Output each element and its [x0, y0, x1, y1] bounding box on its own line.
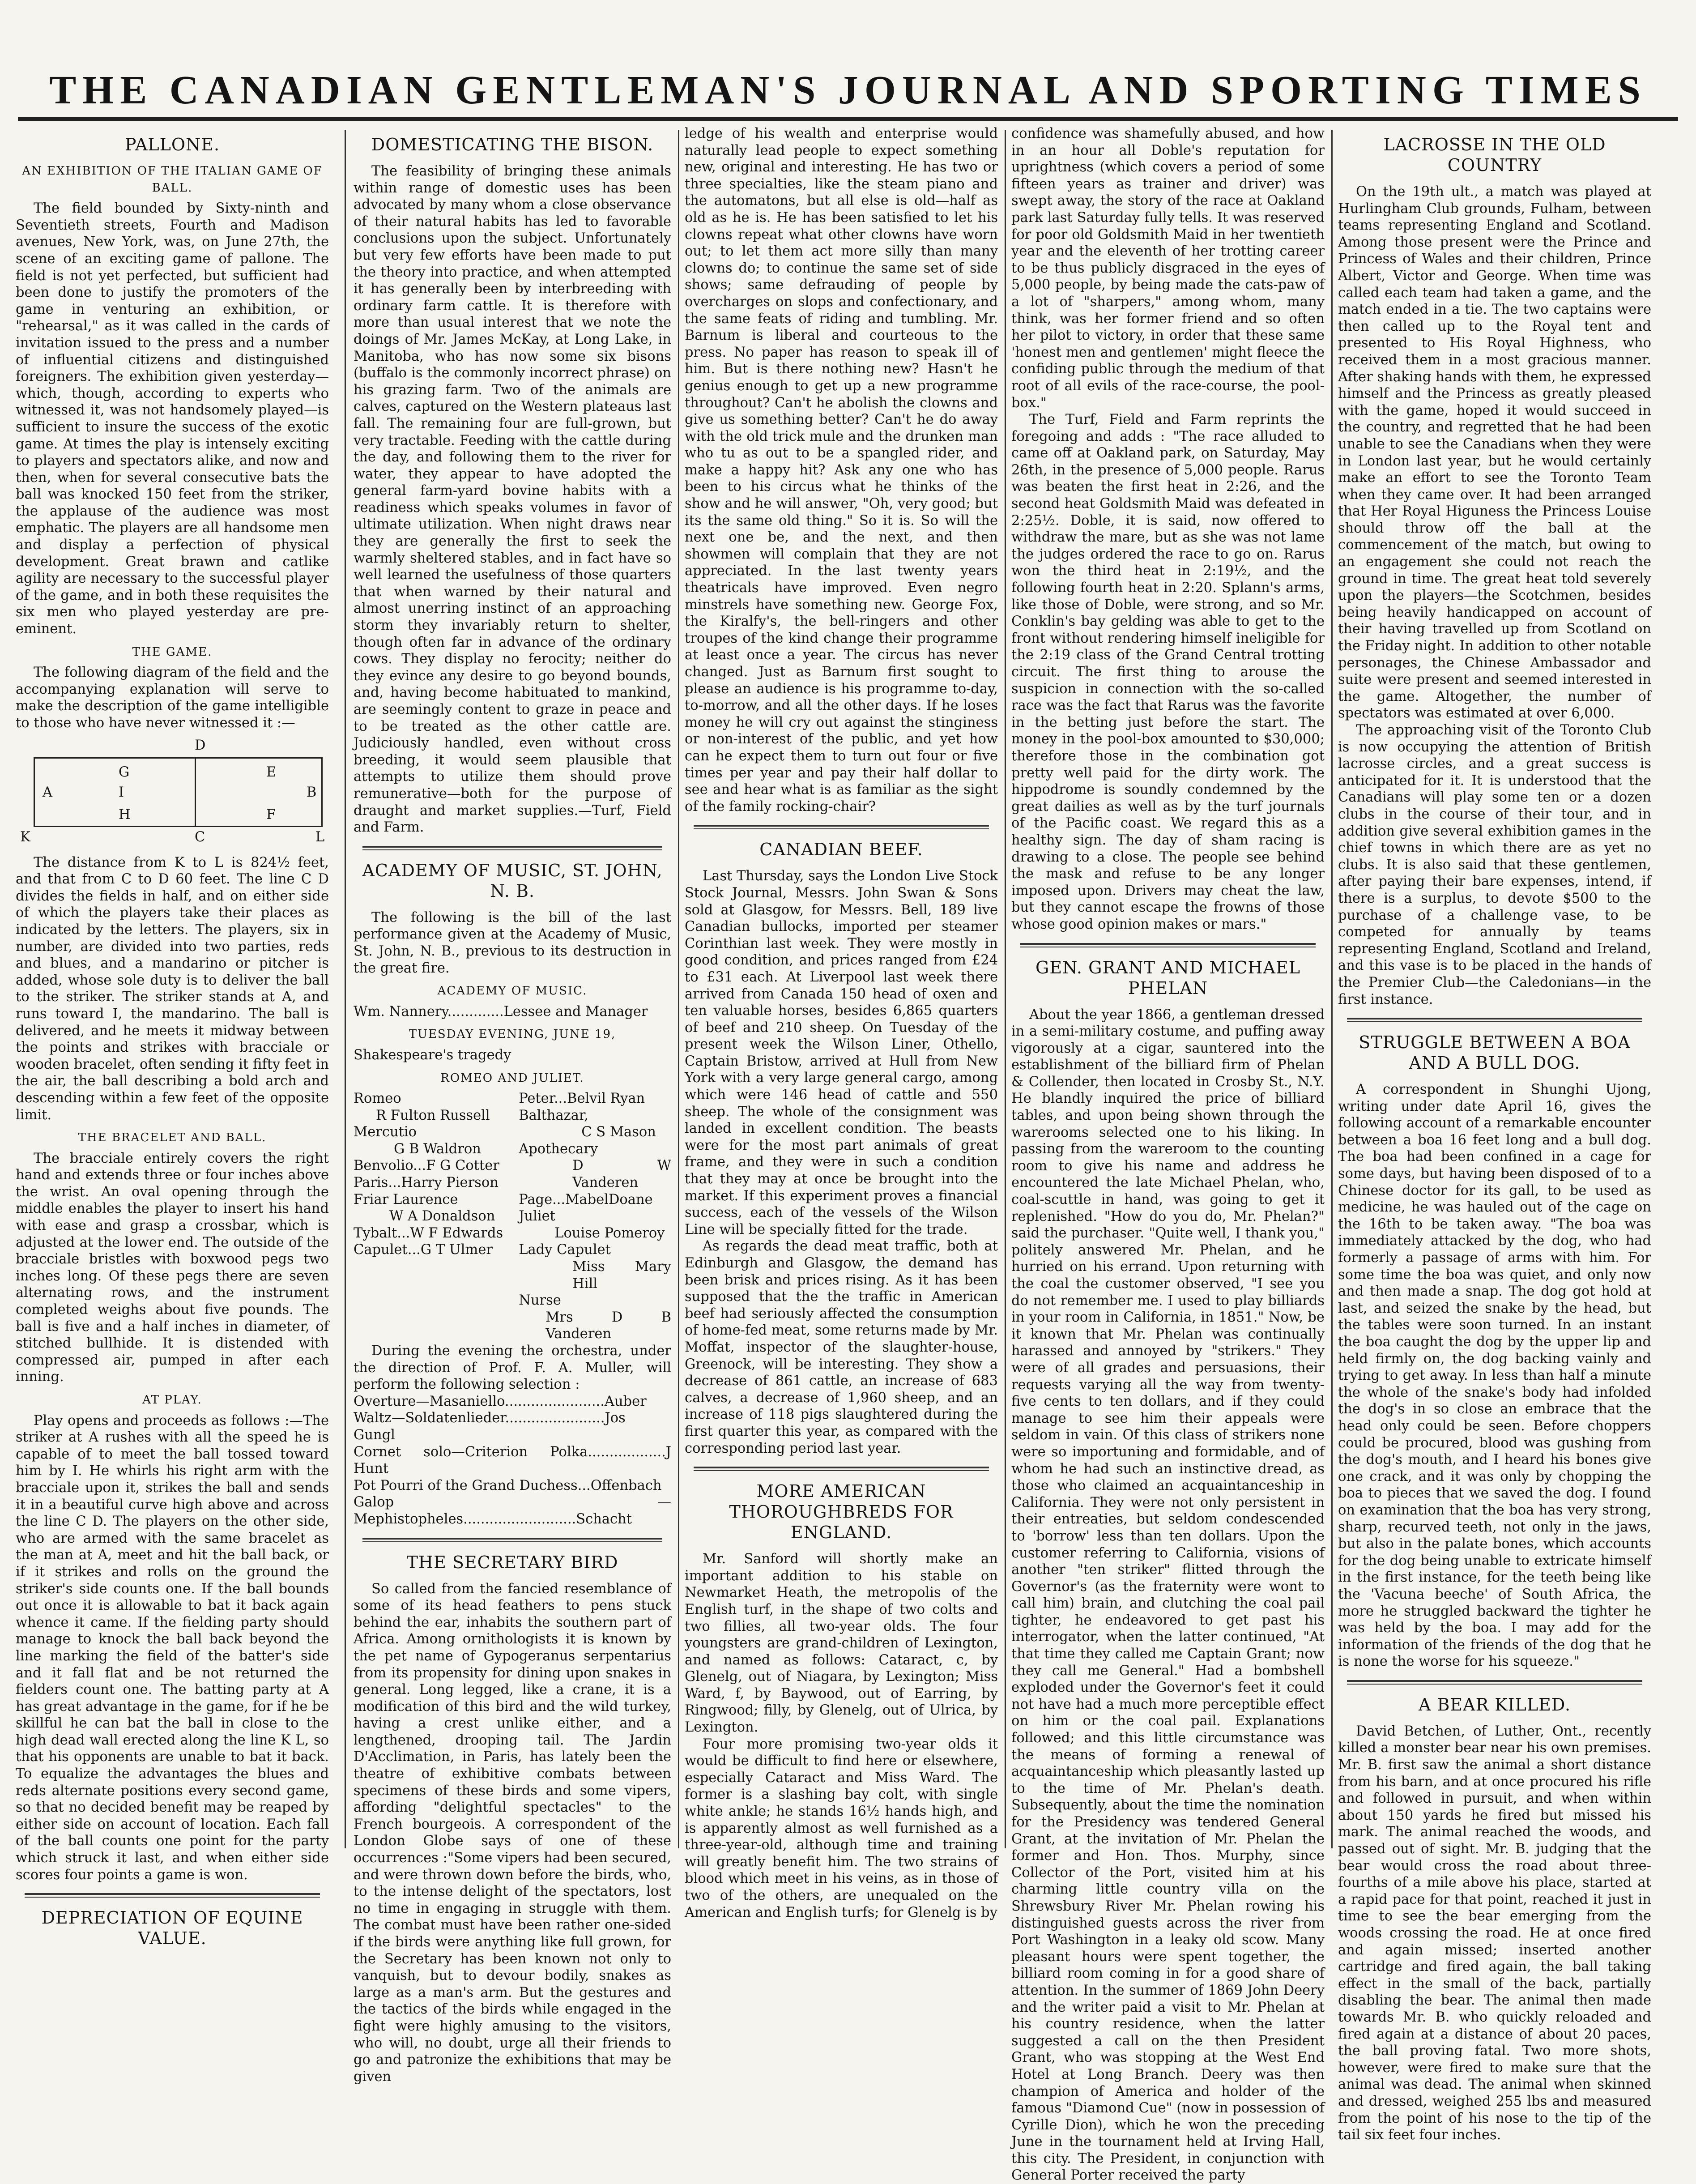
cast-line: C S Mason	[519, 1124, 671, 1141]
section-rule	[694, 825, 989, 829]
masthead-rule	[18, 117, 1678, 121]
manager-line: Wm. Nannery.............Lessee and Manager	[354, 1003, 671, 1020]
diagram-label-c: C	[195, 829, 205, 846]
section-rule	[1347, 1018, 1642, 1022]
article-text: The bracciale entirely covers the right hand and extends three or four inches above the wrist. An oval opening through the middle enables the player to insert his hand with ease and grasp a crossbar, which is adjusted at the lower end. The outside of the bracciale bristles with boxwood pegs two inches long. Of these pegs there are seven alternating rows, and the instrument completed weighs about five pounds. The ball is five and a half inches in diameter, of stitched bullhide. It is distended with compressed air, pumped in after each inning.	[16, 1150, 329, 1386]
section-rule	[694, 1467, 989, 1471]
cast-line: Capulet...G T Ulmer	[354, 1241, 506, 1258]
headline-bear: A BEAR KILLED.	[1338, 1694, 1651, 1715]
cast-line: Page...MabelDoane	[519, 1191, 671, 1208]
cast-line: W A Donaldson	[354, 1208, 506, 1225]
section-rule	[1020, 943, 1316, 947]
diagram-label-e: E	[266, 764, 276, 781]
article-text: Play opens and proceeds as follows :—The striker at A rushes with all the speed he is capable of to meet the ball tossed toward him by I. He whirls his right arm with the bracciale upon it, strikes the ball and sends it in a beautiful curve high above and across the line C D. The players on the other side, who are armed with the same bracelet as the man at A, meet and hit the ball back, or if it strikes and rolls on the ground the striker's side counts one. If the ball bounds out once it is allowable to bat it back again whence it came. If the fielding party should manage to knock the ball back beyond the line marking the field of the batter's side and it fall flat and be not returned the fielders count one. The batting party at A has great advantage in the game, for if he be skillful he can bat the ball in close to the high dead wall erected along the line K L, so that his opponents are unable to bat it back. To equalize the advantages the blues and reds alternate positions every second game, so that no decided benefit may be reaped by either side on account of location. Each fall of the ball counts one point for the party which struck it last, and when either side scores four points a game is won.	[16, 1412, 329, 1884]
masthead: THE CANADIAN GENTLEMAN'S JOURNAL AND SPORTING TIMES	[0, 67, 1696, 113]
cast-line: Mrs D B Vanderen	[519, 1309, 671, 1343]
column-rule	[1331, 130, 1333, 1848]
programme-line: Waltz—Soldatenlieder.......................Jos Gungl	[354, 1410, 671, 1443]
programme-line: Overture—Masaniello.......................Auber	[354, 1393, 671, 1410]
cast-line: Apothecary	[519, 1141, 671, 1158]
column-4	[1011, 125, 1325, 1853]
cast-line: Juliet	[519, 1208, 671, 1225]
column-rule	[1005, 130, 1006, 1848]
article-text: As regards the dead meat traffic, both at Edinburgh and Glasgow, the demand has been brisk and prices rising. As it has been supposed that the the traffic in American beef had seriously affected the consumption of home-fed meat, some returns made by Mr. Moffat, inspector of the slaughter-house, Greenock, will be interesting. They show a decrease of 861 cattle, an increase of 683 calves, a decrease of 1,960 sheep, and an increase of 118 pigs slaughtered during the first quarter this year, as compared with the corresponding period last year.	[685, 1238, 998, 1457]
subhead-exhibition: AN EXHIBITION OF THE ITALIAN GAME OF BALL.	[16, 163, 329, 196]
subhead-play: AT PLAY.	[16, 1392, 329, 1409]
headline-thoroughbreds: MORE AMERICAN THOROUGHBREDS FOR ENGLAND.	[685, 1481, 998, 1543]
article-text: The following diagram of the field and the accompanying explanation will serve to make the description of the game intelligible to those who have never witnessed it :—	[16, 664, 329, 731]
diagram-label-f: F	[266, 806, 276, 823]
cast-line: G B Waldron	[354, 1141, 506, 1158]
headline-lacrosse: LACROSSE IN THE OLD COUNTRY	[1338, 134, 1651, 175]
cast-list	[354, 1090, 671, 1343]
cast-line: Mercutio	[354, 1124, 506, 1141]
programme-list	[354, 1393, 671, 1528]
cast-line: Lady Capulet	[519, 1241, 671, 1258]
column-1	[16, 125, 329, 1853]
article-text: The feasibility of bringing these animals within range of domestic uses has been advocated by many whom a close observance of their natural habits has led to favorable conclusions upon the subject. Unfortunately but very few efforts have been made to put the theory into practice, and when attempted it has generally been by interbreeding with ordinary farm cattle. It is therefore with more than usual interest that we note the doings of Mr. James McKay, at Long Lake, in Manitoba, who has now some six bisons (buffalo is the commonly incorrect phrase) on his grazing farm. Two of the animals are calves, captured on the Western plateaus last fall. The remaining four are full-grown, but very tractable. Feeding with the cattle during the day, and following them to the river for water, they appear to have adopted the general farm-yard bovine habits with a readiness which speaks volumes in favor of ultimate utilization. When night draws near they are generally the first to seek the warmly sheltered stables, and in fact have so well learned the usefulness of those quarters that when warned by their natural and almost unerring instinct of an approaching storm they invariably return to shelter, though often far in advance of the ordinary cows. They display no ferocity; neither do they evince any desire to go beyond bounds, and, having become habituated to mankind, are seemingly content to graze in peace and to be treated as the other cattle are. Judiciously handled, even without cross breeding, it would seem plausible that attempts to utilize them should prove remunerative—both for the purpose of draught and market supplies.—Turf, Field and Farm.	[354, 163, 671, 836]
diagram-label-g: G	[119, 764, 129, 781]
subhead-play-title: ROMEO AND JULIET.	[354, 1070, 671, 1087]
article-text: Last Thursday, says the London Live Stock Stock Journal, Messrs. John Swan & Sons sold at Glasgow, for Messrs. Bell, 189 live Canadian bullocks, imported per steamer Corinthian last week. They were mostly in good condition, and prices ranged from £24 to £31 each. At Liverpool last week there arrived from Canada 150 head of oxen and ten valuable horses, besides 6,865 quarters of beef and 210 sheep. On Tuesday of the present week the Wilson Liner, Othello, Captain Bristow, arrived at Hull from New York with a very large general cargo, among which were 146 head of cattle and 550 sheep. The whole of the consignment was landed in excellent condition. The beasts were for the most part animals of great frame, and they were in such a condition that they may at once be brought into the market. If this experiment proves a financial success, each of the vessels of the Wilson Line will be specially fitted for the trade.	[685, 868, 998, 1238]
headline-academy: ACADEMY OF MUSIC, ST. JOHN, N. B.	[354, 860, 671, 901]
section-rule	[362, 1538, 662, 1542]
cast-line: Tybalt...W F Edwards	[354, 1225, 506, 1242]
article-text: Mr. Sanford will shortly make an important addition to his stable on Newmarket Heath, the metropolis of the English turf, in the shape of two colts and two fillies, all two-year olds. The four youngsters are grand-children of Lexington, and named as follows: Cataract, c, by Glenelg, out of Niagara, by Lexington; Miss Ward, f, by Baywood, out of Earring, by Ringwood; filly, by Glenelg, out of Ulrica, by Lexington.	[685, 1551, 998, 1736]
cast-line: Louise Pomeroy	[519, 1225, 671, 1242]
headline-secretary-bird: THE SECRETARY BIRD	[354, 1552, 671, 1573]
article-text: About the year 1866, a gentleman dressed in a semi-military costume, and puffing away vigorously at a cigar, sauntered into the establishment of the billiard firm of Phelan & Collender, then located in Crosby St., N.Y. He blandly inquired the price of billiard tables, and upon being shown through the warerooms selected one to his liking. In passing from the wareroom to the counting room to give his name and address he encountered the late Michael Phelan, who, coal-scuttle in hand, was going to get it replenished. "How do you do, Mr. Phelan?" said the purchaser. "Quite well, I thank you," politely answered Mr. Phelan, and he hurried on his errand. Upon returning with the coal the customer observed, "I see you do not remember me. I used to play billiards in your room in California, in 1851." Now, be it known that Mr. Phelan was continually harassed and annoyed by "strikers." They were of all grades and persuasions, their requests varying all the way from twenty-five cents to ten dollars, and if they could manage to see him their appeals were seldom in vain. Of this class of strikers none were so importuning and formidable, and of whom he had such an instinctive dread, as those who claimed an acquaintanceship in California. They were not only persistent in their entreaties, but seldom condescended to 'borrow' less than ten dollars. Upon the customer referring to California, visions of another "ten striker" flitted through the Governor's (as the fraternity were wont to call him) brain, and clutching the coal pail tighter, he endeavored to get past his interrogator, when the latter continued, "At that time they called me Captain Grant; now they call me General." Had a bombshell exploded under the Governor's feet it could not have had a much more perceptible effect on him or the coal pail. Explanations followed; and this little circumstance was the means of forming a renewal of acquaintanceship which pleasantly lasted up to the time of Mr. Phelan's death. Subsequently, about the time the nomination for the Presidency was tendered General Grant, at the invitation of Mr. Phelan the former and Hon. Thos. Murphy, since Collector of the Port, visited him at his charming little country villa on the Shrewsbury River Mr. Phelan rowing his distinguished guests across the river from Port Washington in a leaky old scow. Many pleasant hours were spent together, the billiard room coming in for a good share of attention. In the summer of 1869 John Deery and the writer paid a visit to Mr. Phelan at his country residence, when the latter suggested a call on the then President Grant, who was stopping at the West End Hotel at Long Branch. Deery was then champion of America and holder of the famous "Diamond Cue" (now in possession of Cyrille Dion), which he won the preceding June in the tournament held at Irving Hall, this city. The President, in conjunction with General Porter received the party	[1011, 1007, 1325, 2184]
article-text: confidence was shamefully abused, and how in an hour all Doble's reputation for uprightness (which covers a period of some fifteen years as trainer and driver) was swept away, the story of the race at Oakland park last Saturday fully tells. It was reserved for poor old Goldsmith Maid in her twentieth year and the eleventh of her trotting career to be thus publicly disgraced in the eyes of 5,000 people, by being made the cats-paw of a lot of "sharpers," among whom, many think, was her former friend and so often her pilot to victory, in order that these same 'honest men and gentlemen' might fleece the confiding public through the medium of that root of all evils of the race-course, the pool-box."	[1011, 125, 1325, 411]
cast-line: R Fulton Russell	[354, 1107, 506, 1124]
headline-bison: DOMESTICATING THE BISON.	[354, 134, 671, 155]
article-text: During the evening the orchestra, under the direction of Prof. F. A. Muller, will perform the following selection :	[354, 1343, 671, 1393]
column-2	[354, 125, 671, 1853]
article-text: The following is the bill of the last performance given at the Academy of Music, St. John, N. B., previous to its destruction in the great fire.	[354, 909, 671, 977]
article-text: The Turf, Field and Farm reprints the foregoing and adds : "The race alluded to came off at Oakland park, on Saturday, May 26th, in the presence of 5,000 people. Rarus was beaten the first heat in 2:26, and the second heat Goldsmith Maid was defeated in 2:25½. Doble, it is said, now offered to withdraw the mare, but as she was not lame the judges ordered the race to go on. Rarus won the third heat in 2:19½, and the following fourth heat in 2:20. Splann's arms, like those of Doble, were strong, and so Mr. Conklin's bay gelding was able to get to the front without rendering himself ineligible for the 2:19 class of the Grand Central trotting circuit. The first thing to arouse the suspicion in connection with the so-called race was the fact that Rarus was the favorite in the betting just before the start. The money in the pool-box amounted to $30,000; therefore those in the combination got pretty well paid for the dirty work. The hippodrome is soundly condemned by the great dailies as well as by the turf journals of the Pacific coast. We regard this as a healthy sign. The day of sham racing is drawing to a close. The people see behind the mask and refuse to be any longer imposed upon. Drivers may cheat the law, but they cannot escape the frowns of those whose good opinion makes or mars."	[1011, 411, 1325, 933]
cast-line: Paris...Harry Pierson	[354, 1174, 506, 1191]
article-text: Four more promising two-year olds it would be difficult to find here or elsewhere, especially Cataract and Miss Ward. The former is a slashing bay colt, with single white ankle; he stands 16½ hands high, and is apparently almost as well furnished as a three-year-old, although time and training will greatly benefit him. The two strains of blood which meet in his veins, as in those of two of the others, are unequaled on the American and English turfs; for Glenelg is by	[685, 1736, 998, 1921]
article-text: David Betchen, of Luther, Ont., recently killed a monster bear near his own premises. Mr. B. first saw the animal a short distance from his barn, and at once procured his rifle and followed in pursuit, and when within about 150 yards he fired but missed his mark. The animal reached the woods, and passed out of sight. Mr. B. judging that the bear would cross the road about three-fourths of a mile above his place, started at a rapid pace for that point, reached it just in time to see the bear emerging from the woods crossing the road. He at once fired and again missed; inserted another cartridge and fired again, the ball taking effect in the small of the back, partially disabling the bear. The animal then made towards Mr. B. who quickly reloaded and fired again at a distance of about 20 paces, the ball proving fatal. Two more shots, however, were fired to make sure that the animal was dead. The animal when skinned and dressed, weighed 255 lbs and measured from the point of his nose to the tip of the tail six feet four inches.	[1338, 1723, 1651, 2144]
section-rule	[1347, 1680, 1642, 1685]
section-rule	[25, 1893, 320, 1898]
cast-line: Romeo	[354, 1090, 506, 1107]
programme-line: Galop — Mephistopheles..........................Schacht	[354, 1494, 671, 1527]
article-text: The distance from K to L is 824½ feet, and that from C to D 60 feet. The line C D divides the fields in half, and on either side of which the players take their places as indicated by the letters. The players, six in number, are divided into two parties, reds and blues, and a mandarino or pitcher is added, whose sole duty is to deliver the ball to the striker. The striker stands at A, and runs toward I, the mandarino. The ball is delivered, and he meets it midway between the points and strikes with bracciale or wooden bracelet, often sending it fifty feet in the air, the ball describing a bold arch and descending within a few feet of the opposite limit.	[16, 854, 329, 1124]
diagram-label-i: I	[119, 784, 124, 801]
cast-line: Nurse	[519, 1292, 671, 1309]
diagram-label-a: A	[43, 784, 52, 801]
diagram-label-l: L	[315, 829, 324, 846]
subhead-date: TUESDAY EVENING, JUNE 19,	[354, 1026, 671, 1043]
article-text: The field bounded by Sixty-ninth and Seventieth streets, Fourth and Madison avenues, New York, was, on June 27th, the scene of an exciting game of pallone. The field is not yet perfected, but sufficient had been done to justify the promoters of the game in venturing an exhibition, or "rehearsal," as it was called in the cards of invitation issued to the press and a number of influential citizens and distinguished foreigners. The exhibition given yesterday—which, though, according to experts who witnessed it, was not handsomely played—is sufficient to insure the success of the exotic game. At times the play is intensely exciting to players and spectators alike, and now and then, when for several consecutive bats the ball was knocked 150 feet from the striker, the applause of the audience was most emphatic. The players are all handsome men and display a perfection of physical development. Great brawn and catlike agility are necessary to the successful player of the game, and in both these requisites the six men who played yesterday are pre-eminent.	[16, 200, 329, 637]
diagram-label-b: B	[307, 784, 316, 801]
cast-left	[354, 1090, 506, 1343]
field-diagram	[16, 737, 329, 849]
diagram-label-h: H	[119, 806, 131, 823]
headline-equine: DEPRECIATION OF EQUINE VALUE.	[16, 1907, 329, 1949]
headline-boa: STRUGGLE BETWEEN A BOA AND A BULL DOG.	[1338, 1032, 1651, 1073]
article-text: The approaching visit of the Toronto Club is now occupying the attention of British lacrosse circles, and a great success is anticipated for it. It is understood that the Canadians will play some ten or a dozen clubs in the course of their tour, and in addition give several exhibition games in the chief towns in which there are as yet no clubs. It is also said that these gentlemen, after paying their bare expenses, intend, if there is a surplus, to devote $500 to the purchase of a challenge vase, to be competed for annually by teams representing England, Scotland and Ireland, and this vase is to be placed in the hands of the Premier Club—the Caledonians—in the first instance.	[1338, 722, 1651, 1008]
cast-right	[519, 1090, 671, 1343]
programme-line: Pot Pourri of the Grand Duchess...Offenbach	[354, 1477, 671, 1494]
diagram-label-k: K	[20, 829, 30, 846]
column-3	[685, 125, 998, 1853]
headline-canadian-beef: CANADIAN BEEF.	[685, 839, 998, 860]
headline-grant-phelan: GEN. GRANT AND MICHAEL PHELAN	[1011, 957, 1325, 998]
cast-line: Miss Mary Hill	[519, 1258, 671, 1292]
cast-line: Benvolio...F G Cotter	[354, 1157, 506, 1174]
subhead-game: THE GAME.	[16, 644, 329, 661]
cast-line: Balthazar,	[519, 1107, 671, 1124]
column-rule	[678, 130, 679, 1848]
headline-pallone: PALLONE.	[16, 134, 329, 155]
tragedy-line: Shakespeare's tragedy	[354, 1047, 671, 1064]
programme-line: Cornet solo—Criterion Polka..................J Hunt	[354, 1444, 671, 1477]
diagram-box	[34, 757, 323, 827]
article-text: A correspondent in Shunghi Ujong, writing under date April 16, gives the following account of a remarkable encounter between a boa 16 feet long and a bull dog. The boa had been confined in a cage for some days, but having been disposed of to a Chinese doctor for its gall, to be used as medicine, he was hauled out of the cage on the 16th to be taken away. "The boa was immediately attacked by the dog, who had formerly a passage of arms with him. For some time the boa was quiet, and only now and then made a snap. The dog got hold at last, and seized the snake by the head, but the tables were soon turned. In an instant the boa caught the dog by the upper lip and held firmly on, the dog backing vainly and trying to get away. In less than half a minute the whole of the snake's body had infolded the dog's in so close an embrace that the head only could be seen. Before choppers could be procured, blood was gushing from the dog's mouth, and I heard his bones give one crack, and it was only by chopping the boa to pieces that we saved the dog. I found on examination that the boa has very strong, sharp, recurved teeth, not only in the jaws, but also in the palate bones, which accounts for the dog being unable to extricate himself in the first instance, for the teeth being like the 'Vacuna beeche' of South Africa, the more he struggled backward the tighter he was held by the boa. I may add for the information of the friends of the dog that he is none the worse for his squeeze."	[1338, 1081, 1651, 1670]
section-rule	[362, 846, 662, 850]
cast-line: Peter...Belvil Ryan	[519, 1090, 671, 1107]
subhead-academy: ACADEMY OF MUSIC.	[354, 983, 671, 1000]
article-text: ledge of his wealth and enterprise would naturally lead people to expect something new, original and interesting. He has two or three specialties, like the steam piano and the automatons, but all else is old—half as old as he is. He has been satisfied to let his clowns repeat what other clowns have worn out; to let them act more silly than many clowns do; to continue the same set of side shows; same defrauding of people by overcharges on slops and confectionary, and the same feats of riding and tumbling. Mr. Barnum is liberal and courteous to the press. No paper has reason to speak ill of him. But is there nothing new? Hasn't he genius enough to get up a new programme throughout? Can't he abolish the clowns and give us something better? Can't he do away with the old trick mule and the drunken man who tu as out to be a spangled rider, and make a happy hit? Ask any one who has been to his circus what he thinks of the show and he will answer, "Oh, very good; but its the same old thing." So it is. So will the next one be, and the next, and then showmen will complain that they are not appreciated. In the last twenty years theatricals have improved. Even negro minstrels have something new. George Fox, the Kiralfy's, the bell-ringers and other troupes of the kind change their programme at least once a year. The circus has never changed. Just as Barnum first sought to please an audience is his programme to-day, to-morrow, and all the other days. If he loses money he will cry out against the stinginess or non-interest of the public, and yet how can he expect them to turn out four or five times per year and pay their half dollar to see and hear what is as familiar as the sight of the family rocking-chair?	[685, 125, 998, 815]
column-rule	[345, 130, 346, 1848]
diagram-label-d: D	[195, 737, 205, 754]
column-5	[1338, 125, 1651, 1853]
subhead-bracelet: THE BRACELET AND BALL.	[16, 1130, 329, 1147]
article-text: On the 19th ult., a match was played at Hurlingham Club grounds, Fulham, between teams representing England and Scotland. Among those present were the Prince and Princess of Wales and their children, Prince Albert, Victor and George. When time was called each team had taken a game, and the match ended in a tie. The two captains were then called up to the Royal tent and presented to His Royal Highness, who received them in a most gracious manner. After shaking hands with them, he expressed himself and the Princess as greatly pleased with the game, hoped it would succeed in the country, and regretted that he had been unable to see the Canadians when they were in London last year, but he would certainly make an effort to see the Toronto Team when they came over. It had been arranged that Her Royal Higuness the Princess Louise should throw off the ball at the commencement of the match, but owing to an engagement she could not reach the ground in time. The great heat told severely upon the players—the Scotchmen, besides being heavily handicapped on account of their having travelled up from Scotland on the Friday night. In addition to other notable personages, the Chinese Ambassador and suite were present and seemed interested in the game. Altogether, the number of spectators was estimated at over 6,000.	[1338, 183, 1651, 722]
cast-line: D W Vanderen	[519, 1157, 671, 1191]
diagram-line-cd	[195, 757, 196, 827]
cast-line: Friar Laurence	[354, 1191, 506, 1208]
article-text: So called from the fancied resemblance of some of its head feathers to pens stuck behind the ear, inhabits the southern part of Africa. Among ornithologists it is known by the pet name of Gypogeranus serpentarius from its propensity for dining upon snakes in general. Long legged, like a crane, it is a modification of this bird and the wild turkey, having a crest unlike either, and a lengthened, drooping tail. The Jardin D'Acclimation, in Paris, has lately been the theatre of exhibitive combats between specimens of these birds and some vipers, affording "delightful spectacles" to the French bourgeois. A correspondent of the London Globe says of one of these occurrences :"Some vipers had been secured, and were thrown down before the birds, who, to the intense delight of the spectators, lost no time in engaging in struggle with them. The combat must have been rather one-sided if the birds were anything like full grown, for the Secretary has been known not only to vanquish, but to devour bodily, snakes as large as a man's arm. But the gestures and the tactics of the birds while engaged in the fight were highly amusing to the visitors, who will, no doubt, urge all their friends to go and patronize the exhibitions that may be given	[354, 1581, 671, 2086]
